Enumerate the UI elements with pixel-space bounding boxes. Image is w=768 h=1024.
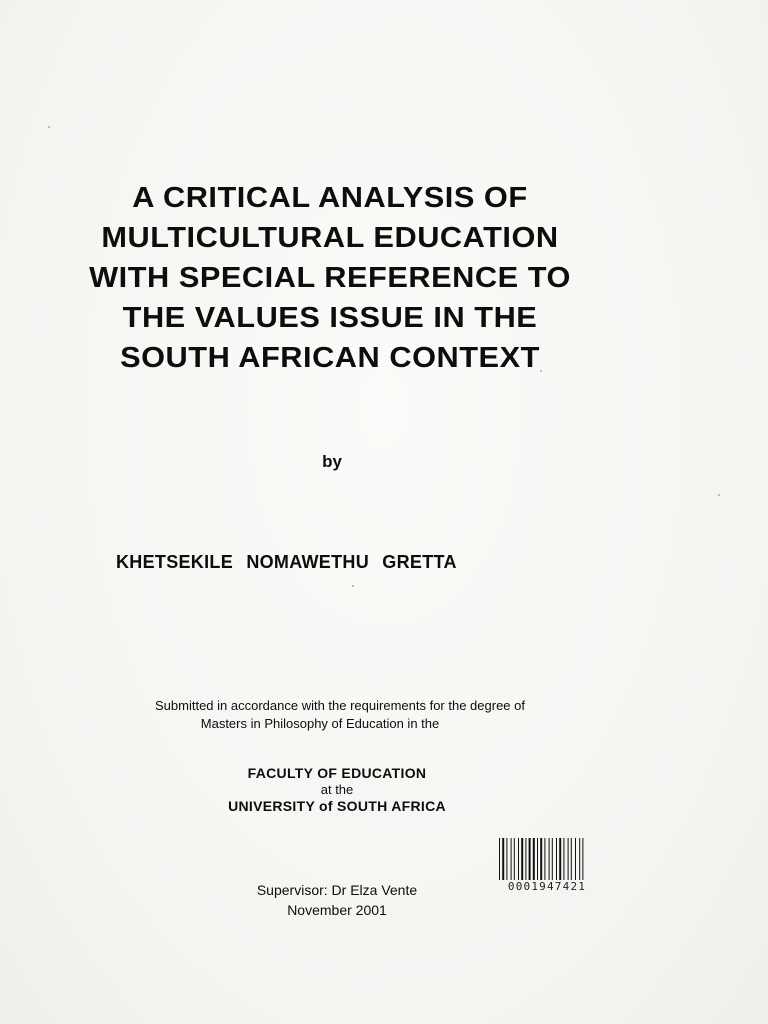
supervisor-block [212, 880, 462, 920]
thesis-title [60, 178, 600, 378]
faculty-name: FACULTY OF EDUCATION [247, 765, 427, 781]
scan-speck [540, 370, 542, 372]
title-line-1: A CRITICAL ANALYSIS OF [132, 182, 528, 214]
scan-speck [352, 585, 354, 587]
title-line-5: SOUTH AFRICAN CONTEXT [120, 342, 540, 374]
barcode-bars [498, 838, 596, 880]
supervisor-name: Supervisor: Dr Elza Vente [256, 882, 418, 898]
submission-date: November 2001 [287, 902, 387, 918]
barcode-number: 0001947421 [507, 880, 587, 893]
title-line-4: THE VALUES ISSUE IN THE [122, 302, 538, 334]
barcode [494, 838, 600, 896]
author-name: KHETSEKILE NOMAWETHU GRETTA [116, 552, 457, 572]
by-label: by [322, 452, 342, 471]
title-line-3: WITH SPECIAL REFERENCE TO [89, 262, 571, 294]
university-name: UNIVERSITY of SOUTH AFRICA [228, 798, 446, 814]
at-the-label: at the [320, 782, 354, 797]
submission-statement [80, 697, 600, 733]
institution-block [150, 765, 524, 816]
submission-line-1: Submitted in accordance with the requirements for the degree of [155, 698, 525, 713]
title-line-2: MULTICULTURAL EDUCATION [101, 222, 559, 254]
submission-line-2: Masters in Philosophy of Education in the [200, 716, 440, 731]
scan-speck [48, 126, 50, 128]
scan-speck [718, 494, 720, 496]
